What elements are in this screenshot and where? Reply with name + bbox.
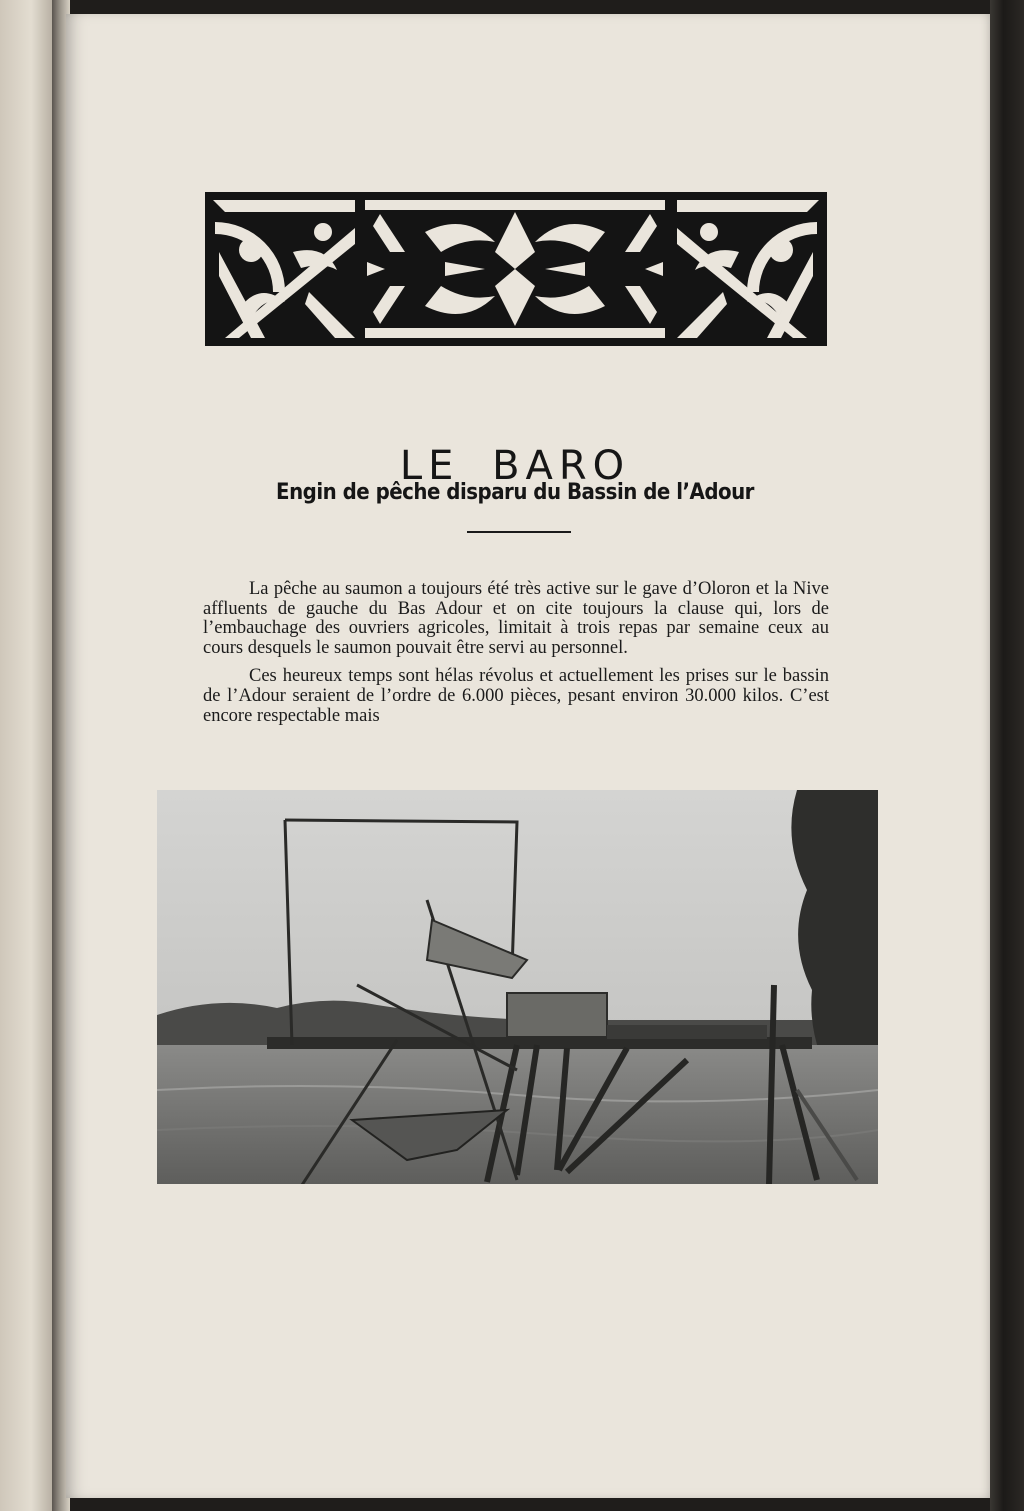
article-title: LE BARO [399,442,631,489]
facing-page-edge [0,0,52,1511]
article-subtitle: Engin de pêche disparu du Bassin de l’Adour [276,480,754,505]
paragraph-1: La pêche au saumon a toujours été très active sur le gave d’Oloron et la Nive affluents de gauche du Bas Adour et on cite toujours la clause qui, lors de l’embauchage des ouvriers agricoles, limitait à trois repas par semaine ceux au cours desquels le saumon pouvait être servi au personnel. [203,579,829,658]
paragraph-2: Ces heureux temps sont hélas révolus et actuellement les prises sur le bassin de l’Adour seraient de l’ordre de 6.000 pièces, pesant environ 30.000 kilos. C’est encore respectable mais [203,666,829,726]
article-body [203,580,829,735]
page-stack-edge [990,0,1024,1511]
fishing-device-photo [157,790,878,1184]
title-divider [467,531,571,533]
decorative-ornament-band [205,192,827,346]
